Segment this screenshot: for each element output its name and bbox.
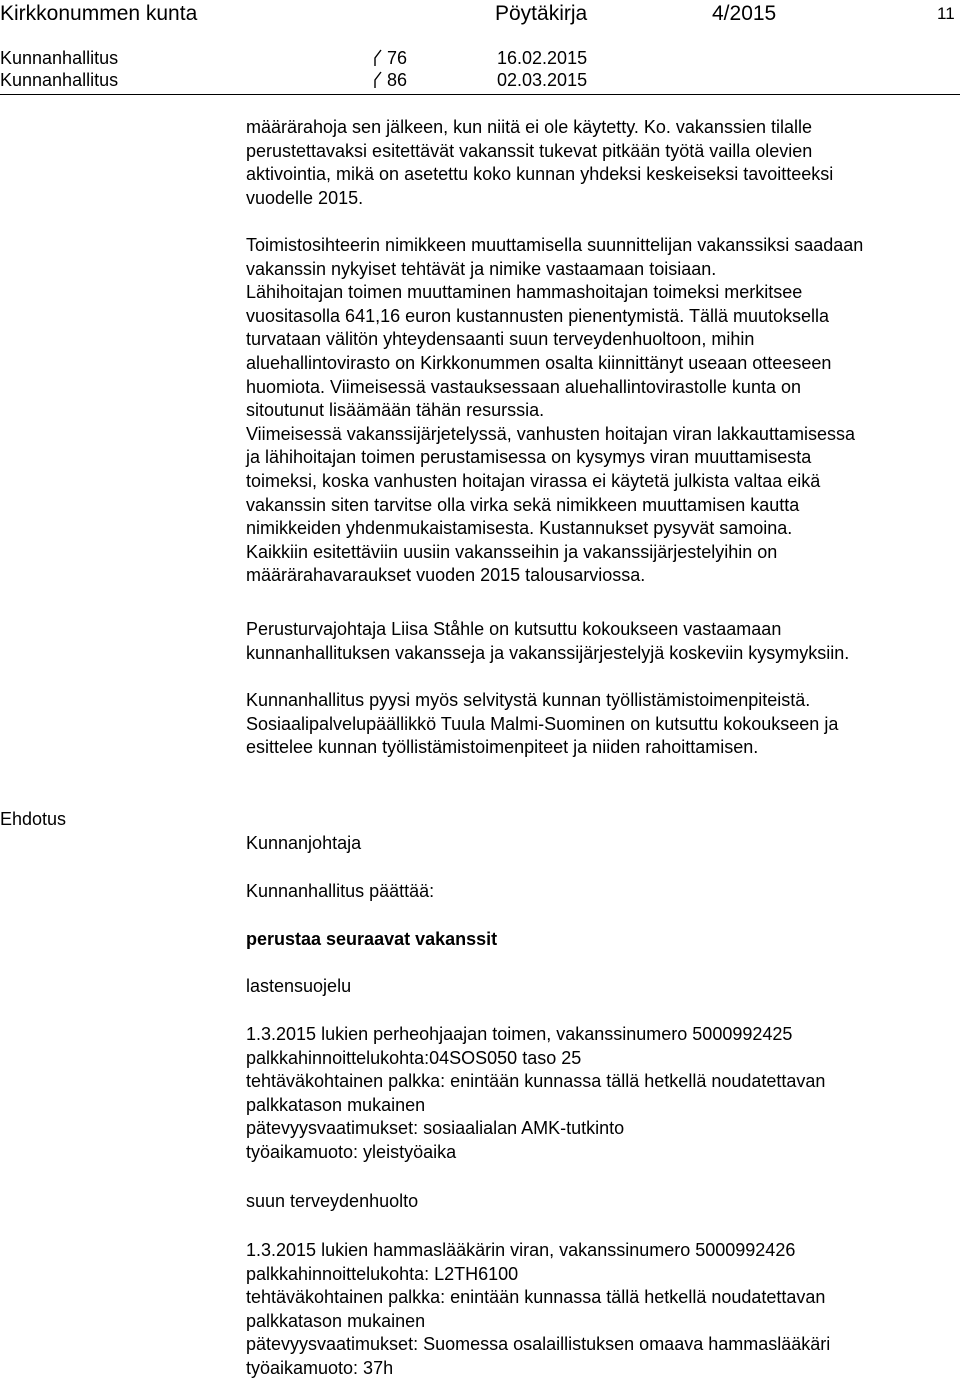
detail-line: 1.3.2015 lukien perheohjaajan toimen, vakanssinumero 5000992425 — [246, 1024, 793, 1044]
text-line: vuodelle 2015. — [246, 187, 364, 208]
detail-line: palkkatason mukainen — [246, 1094, 426, 1115]
text-line: vuositasolla 641,16 euron kustannusten pienentymistä. Tällä muutoksella — [246, 305, 830, 326]
text-line: huomiota. Viimeisessä vastauksessaan aluehallintovirastolle kunta on — [246, 376, 801, 397]
detail-line: palkkatason mukainen — [246, 1310, 426, 1331]
text-line: Toimistosihteerin nimikkeen muuttamisella suunnittelijan vakanssiksi saadaan — [246, 235, 864, 255]
ref-date: 02.03.2015 — [497, 70, 588, 90]
paragraph-employment-measures — [246, 689, 960, 760]
text-line: kunnanhallituksen vakansseja ja vakanssijärjestelyjä koskeviin kysymyksiin. — [246, 642, 850, 663]
detail-line: palkkahinnoittelukohta: L2TH6100 — [246, 1263, 519, 1284]
text-line: Lähihoitajan toimen muuttaminen hammashoitajan toimeksi merkitsee — [246, 282, 803, 303]
decision-title-text: perustaa seuraavat vakanssit — [246, 929, 498, 949]
page-number: 11 — [937, 4, 955, 23]
detail-line: tehtäväkohtainen palkka: enintään kunnassa tällä hetkellä noudatettavan — [246, 1071, 826, 1092]
text-line: määrärahavaraukset vuoden 2015 talousarviossa. — [246, 565, 646, 586]
vacancy-details — [246, 1023, 960, 1165]
detail-line: pätevyysvaatimukset: sosiaalialan AMK-tutkinto — [246, 1118, 625, 1139]
detail-line: palkkahinnoittelukohta:04SOS050 taso 25 — [246, 1047, 582, 1068]
decides-text: Kunnanhallitus päättää: — [246, 881, 435, 901]
detail-line: työaikamuoto: 37h — [246, 1357, 394, 1378]
text-line: esittelee kunnan työllistämistoimenpiteet ja niiden rahoittamisen. — [246, 737, 759, 758]
decision-title — [246, 928, 960, 952]
unit-name — [246, 1190, 960, 1214]
text-line: määrärahoja sen jälkeen, kun niitä ei ole käytetty. Ko. vakanssien tilalle — [246, 117, 812, 137]
text-line: Kaikkiin esitettäviin uusiin vakansseihin ja vakanssijärjestelyihin on — [246, 541, 778, 562]
detail-line: tehtäväkohtainen palkka: enintään kunnassa tällä hetkellä noudatettavan — [246, 1287, 826, 1308]
ref-date: 16.02.2015 — [497, 48, 588, 68]
unit-name-text: lastensuojelu — [246, 976, 352, 996]
document-type: Pöytäkirja — [495, 2, 588, 25]
proposal-presenter — [246, 832, 960, 856]
text-line: Viimeisessä vakanssijärjetelyssä, vanhusten hoitajan viran lakkauttamisessa — [246, 423, 855, 444]
text-line: Kunnanhallitus pyysi myös selvitystä kunnan työllistämistoimenpiteistä. — [246, 690, 811, 710]
header-divider — [0, 94, 960, 95]
ref-body: Kunnanhallitus — [0, 70, 119, 90]
text-line: perustettavaksi esitettävät vakanssit tukevat pitkään työtä vailla olevien — [246, 140, 813, 161]
paragraph-invited-director — [246, 618, 960, 665]
ref-section: 86 — [387, 70, 408, 90]
text-line: ja lähihoitajan toimen perustamisessa on kysymys viran muuttamisesta — [246, 447, 812, 468]
unit-name — [246, 975, 960, 999]
paragraph-vacancy-replacement — [246, 116, 960, 210]
municipality-name: Kirkkonummen kunta — [0, 2, 198, 25]
issue-number: 4/2015 — [712, 2, 777, 25]
ref-section: 76 — [387, 48, 408, 68]
proposal-label: Ehdotus — [0, 809, 67, 829]
text-line: aluehallintovirasto on Kirkkonummen osalta kiinnittänyt useaan otteeseen — [246, 352, 832, 373]
text-line: vakanssin siten tarvitse olla virka sekä nimikkeen muuttamisen kautta — [246, 494, 800, 515]
vacancy-details — [246, 1239, 960, 1381]
text-line: vakanssin nykyiset tehtävät ja nimike vastaamaan toisiaan. — [246, 258, 717, 279]
detail-line: pätevyysvaatimukset: Suomessa osalaillistuksen omaava hammaslääkäri — [246, 1334, 831, 1355]
text-line: Perusturvajohtaja Liisa Ståhle on kutsuttu kokoukseen vastaamaan — [246, 619, 782, 639]
unit-name-text: suun terveydenhuolto — [246, 1191, 419, 1211]
text-line: Sosiaalipalvelupäällikkö Tuula Malmi-Suominen on kutsuttu kokoukseen ja — [246, 713, 839, 734]
text-line: nimikkeiden yhdenmukaistamisesta. Kustannukset pysyvät samoina. — [246, 518, 793, 539]
detail-line: 1.3.2015 lukien hammaslääkärin viran, vakanssinumero 5000992426 — [246, 1240, 796, 1260]
proposal-decides — [246, 880, 960, 904]
paragraph-title-changes — [246, 234, 960, 588]
presenter-text: Kunnanjohtaja — [246, 833, 362, 853]
section-mark-icon — [373, 71, 383, 89]
text-line: sitoutunut lisäämään tähän resurssia. — [246, 400, 545, 421]
ref-body: Kunnanhallitus — [0, 48, 119, 68]
section-mark-icon — [373, 49, 383, 67]
text-line: aktivointia, mikä on asetettu koko kunnan yhdeksi keskeiseksi tavoitteeksi — [246, 164, 834, 185]
text-line: turvataan välitön yhteydensaanti suun terveydenhuoltoon, mihin — [246, 329, 755, 350]
text-line: toimeksi, koska vanhusten hoitajan virassa ei käytetä julkista valtaa eikä — [246, 470, 821, 491]
detail-line: työaikamuoto: yleistyöaika — [246, 1141, 457, 1162]
